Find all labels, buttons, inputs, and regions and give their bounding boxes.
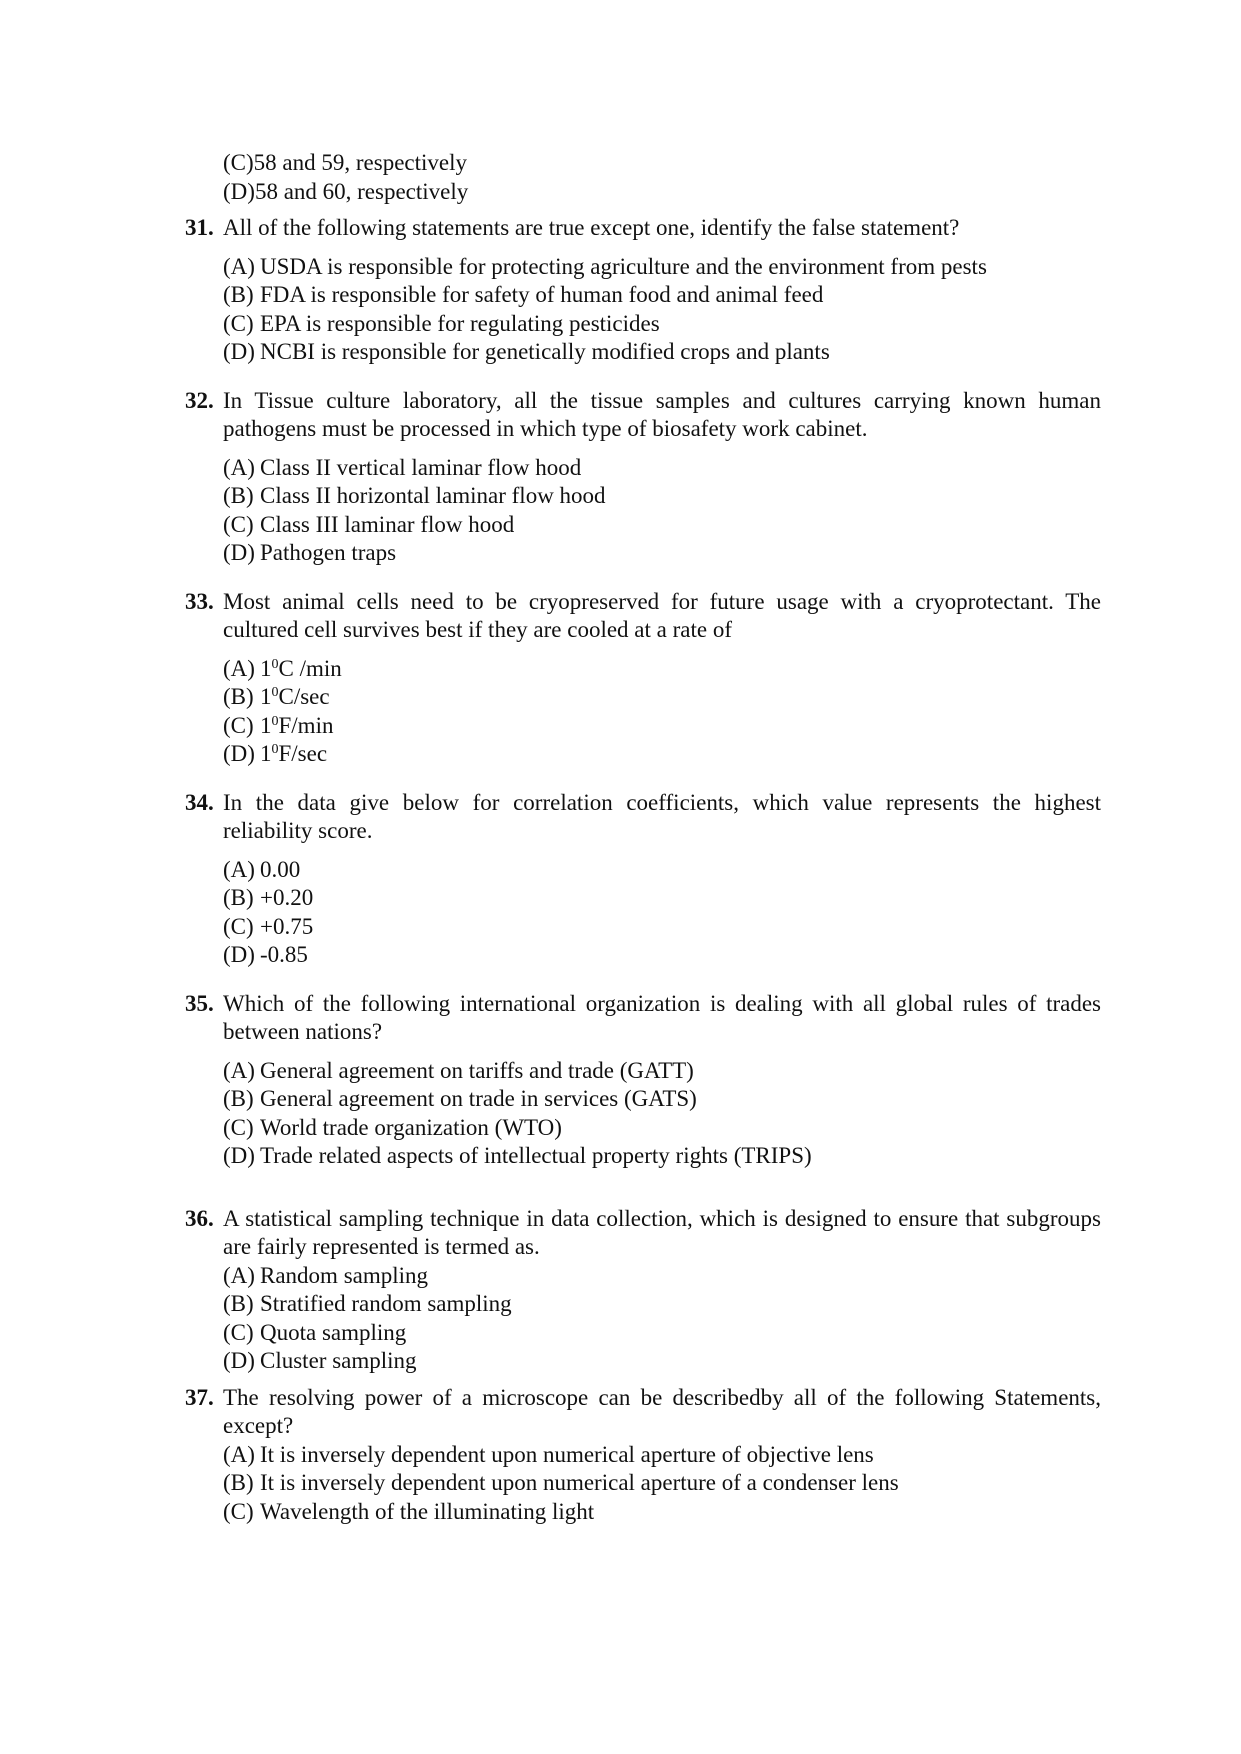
option-b <box>223 1085 1101 1114</box>
option-text: -0.85 <box>260 942 308 967</box>
question-text: In the data give below for correlation coefficients, which value represents the highest reliability score. <box>223 789 1101 843</box>
option-text: Class II vertical laminar flow hood <box>260 454 582 480</box>
question-35 <box>185 990 1101 1171</box>
question-number: 34. <box>185 789 214 815</box>
option-text: FDA is responsible for safety of human food and animal feed <box>260 282 824 307</box>
question-33 <box>185 588 1101 769</box>
option-label: (D) <box>223 942 255 967</box>
option-b <box>223 884 1101 913</box>
option-label: (B) <box>223 1086 254 1111</box>
option-a <box>223 1057 1101 1086</box>
question-number: 37. <box>185 1384 214 1410</box>
question-number: 36. <box>185 1205 214 1231</box>
option-c <box>223 1498 1101 1527</box>
option-c <box>223 511 1101 540</box>
option-label: (B) <box>223 1291 254 1316</box>
question-text: Which of the following international organization is dealing with all global rules of trades between nations? <box>223 990 1101 1044</box>
option-list <box>185 253 1101 367</box>
question-text: In Tissue culture laboratory, all the tissue samples and cultures carrying known human pathogens must be processed in which type of biosafety work cabinet. <box>223 387 1101 441</box>
question-text: The resolving power of a microscope can be describedby all of the following Statements, except? <box>223 1384 1101 1438</box>
option-list <box>185 454 1101 568</box>
option-label: (A) <box>223 655 255 681</box>
option-label: (D) <box>223 1143 255 1168</box>
option-b <box>223 281 1101 310</box>
degree-superscript: 0 <box>271 685 279 700</box>
option-list <box>185 1441 1101 1527</box>
question-32 <box>185 387 1101 568</box>
question-text: A statistical sampling technique in data collection, which is designed to ensure that subgroups are fairly represented is termed as. <box>223 1205 1101 1259</box>
option-text: Stratified random sampling <box>260 1291 512 1316</box>
option-label: (A) <box>223 253 255 279</box>
question-31 <box>185 214 1101 367</box>
option-label: (D) <box>223 1348 255 1373</box>
option-a <box>223 454 1101 483</box>
question-text: All of the following statements are true except one, identify the false statement? <box>223 215 960 240</box>
option-label: (D) <box>223 339 255 364</box>
question-34 <box>185 789 1101 970</box>
option-label: (C) <box>223 150 254 175</box>
option-list <box>185 1262 1101 1376</box>
option-label: (C) <box>223 712 254 738</box>
option-b <box>223 1469 1101 1498</box>
option-label: (B) <box>223 684 254 709</box>
option-c <box>223 310 1101 339</box>
option-text: $1^0F/\min$ <box>260 712 334 738</box>
option-a <box>223 856 1101 885</box>
degree-superscript: 0 <box>271 742 279 757</box>
option-d <box>223 941 1101 970</box>
question-number: 35. <box>185 990 214 1016</box>
option-text: World trade organization (WTO) <box>260 1114 562 1140</box>
option-c <box>223 712 1101 741</box>
question-37 <box>185 1384 1101 1527</box>
option-text: General agreement on tariffs and trade (GATT) <box>260 1057 694 1083</box>
option-text: +0.75 <box>260 913 314 939</box>
option-text: EPA is responsible for regulating pesticides <box>260 310 660 336</box>
question-36 <box>185 1205 1101 1376</box>
option-c <box>223 1319 1101 1348</box>
option-label: (B) <box>223 1470 254 1495</box>
option-label: (D) <box>223 178 255 204</box>
option-d <box>223 1347 1101 1376</box>
question-number: 32. <box>185 387 214 413</box>
degree-superscript: 0 <box>271 713 279 729</box>
option-label: (C) <box>223 1114 254 1140</box>
option-label: (A) <box>223 1262 255 1288</box>
question-number: 33. <box>185 588 214 614</box>
option-label: (B) <box>223 885 254 910</box>
option-text: It is inversely dependent upon numerical aperture of objective lens <box>260 1441 874 1467</box>
option-list <box>185 856 1101 970</box>
option-label: (D) <box>223 741 255 766</box>
option-text: NCBI is responsible for genetically modified crops and plants <box>260 339 830 364</box>
degree-superscript: 0 <box>271 656 279 672</box>
option-label: (C) <box>223 310 254 336</box>
page-content <box>185 149 1101 1526</box>
option-d <box>223 1142 1101 1171</box>
option-d <box>223 539 1101 568</box>
option-label: (A) <box>223 856 255 882</box>
question-number: 31. <box>185 215 214 240</box>
option-text: Wavelength of the illuminating light <box>260 1498 595 1524</box>
option-text: $1^0F/\sec$ <box>260 741 328 766</box>
option-text: Trade related aspects of intellectual property rights (TRIPS) <box>260 1143 812 1168</box>
option-label: (A) <box>223 1441 255 1467</box>
option-text: General agreement on trade in services (GATS) <box>260 1086 697 1111</box>
option-text: Pathogen traps <box>260 540 397 565</box>
option-text: 0.00 <box>260 856 301 882</box>
option-label: (B) <box>223 483 254 508</box>
option-text: 58 and 59, respectively <box>253 150 467 175</box>
option-list <box>185 655 1101 769</box>
option-b <box>223 683 1101 712</box>
option-label: (C) <box>223 511 254 537</box>
option-text: Quota sampling <box>260 1319 407 1345</box>
option-text: +0.20 <box>260 885 314 910</box>
option-text: 58 and 60, respectively <box>254 178 469 204</box>
option-a <box>223 1441 1101 1470</box>
option-d <box>223 338 1101 367</box>
option-text: Random sampling <box>260 1262 429 1288</box>
option-label: (A) <box>223 1057 255 1083</box>
option-text: Class II horizontal laminar flow hood <box>260 483 606 508</box>
option-c <box>223 149 1101 178</box>
option-text: Cluster sampling <box>260 1348 417 1373</box>
option-label: (A) <box>223 454 255 480</box>
question-text: Most animal cells need to be cryopreserved for future usage with a cryoprotectant. The cultured cell survives best if they are cooled at a rate of <box>223 588 1101 642</box>
option-label: (B) <box>223 282 254 307</box>
option-a <box>223 655 1101 684</box>
option-text: $1^0C/\sec$ <box>260 684 330 709</box>
option-text: Class III laminar flow hood <box>260 511 515 537</box>
option-a <box>223 1262 1101 1291</box>
option-c <box>223 1114 1101 1143</box>
continued-options <box>185 149 1101 206</box>
option-d <box>223 178 1101 207</box>
option-list <box>185 1057 1101 1171</box>
option-label: (C) <box>223 913 254 939</box>
option-a <box>223 253 1101 282</box>
option-label: (D) <box>223 540 255 565</box>
option-text: $1^0C$ /min <box>260 655 342 681</box>
option-b <box>223 1290 1101 1319</box>
option-label: (C) <box>223 1319 254 1345</box>
option-text: USDA is responsible for protecting agriculture and the environment from pests <box>260 253 987 279</box>
option-c <box>223 913 1101 942</box>
option-d <box>223 740 1101 769</box>
option-text: It is inversely dependent upon numerical aperture of a condenser lens <box>260 1470 899 1495</box>
option-label: (C) <box>223 1498 254 1524</box>
option-b <box>223 482 1101 511</box>
